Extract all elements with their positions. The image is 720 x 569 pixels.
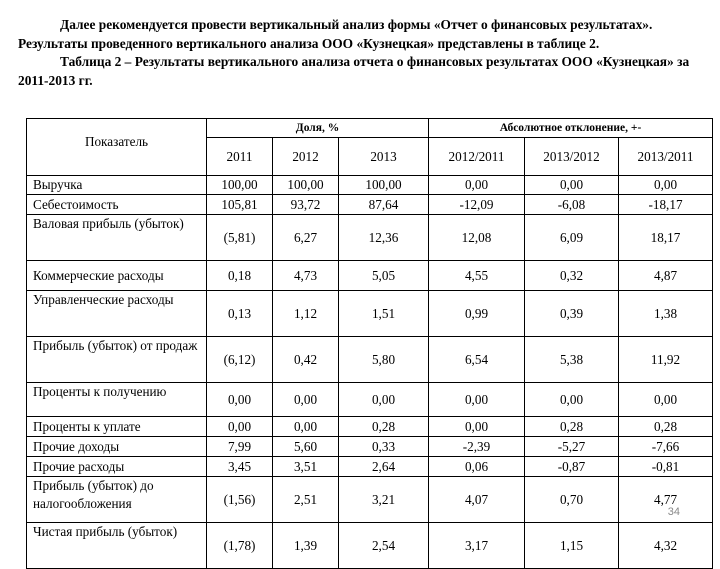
table-caption: Таблица 2 – Результаты вертикального анализа отчета о финансовых результатах ООО «Кузнецкая» за 2011-2013 гг.: [18, 54, 690, 88]
row-value: 4,73: [273, 261, 339, 291]
year-header: 2011: [207, 138, 273, 176]
row-value: 4,07: [429, 477, 525, 523]
row-value: 0,00: [525, 383, 619, 417]
row-value: 6,54: [429, 337, 525, 383]
table-row: [27, 437, 713, 457]
row-value: 4,32: [619, 523, 713, 569]
row-value: 4,87: [619, 261, 713, 291]
year-header: 2012/2011: [429, 138, 525, 176]
row-label: Прочие доходы: [27, 437, 207, 457]
row-label: Себестоимость: [27, 195, 207, 215]
row-value: 0,00: [429, 383, 525, 417]
row-value: 0,06: [429, 457, 525, 477]
row-value: 1,39: [273, 523, 339, 569]
row-value: 1,38: [619, 291, 713, 337]
row-value: 105,81: [207, 195, 273, 215]
table-row: [27, 417, 713, 437]
table-row: [27, 457, 713, 477]
row-value: 100,00: [339, 176, 429, 195]
row-value: -12,09: [429, 195, 525, 215]
row-value: 0,13: [207, 291, 273, 337]
header-share: Доля, %: [207, 119, 429, 138]
row-value: 3,17: [429, 523, 525, 569]
row-value: 1,15: [525, 523, 619, 569]
row-value: 12,36: [339, 215, 429, 261]
row-value: 11,92: [619, 337, 713, 383]
row-value: 0,00: [619, 383, 713, 417]
table-row: [27, 383, 713, 417]
table-row: [27, 337, 713, 383]
year-header: 2012: [273, 138, 339, 176]
intro-text: [18, 16, 708, 90]
row-value: 5,38: [525, 337, 619, 383]
row-value: 0,00: [207, 417, 273, 437]
row-value: 0,00: [429, 176, 525, 195]
row-label: Чистая прибыль (убыток): [27, 523, 207, 569]
row-value: -0,87: [525, 457, 619, 477]
row-value: 5,05: [339, 261, 429, 291]
vertical-analysis-table: [26, 118, 713, 569]
row-value: 0,70: [525, 477, 619, 523]
header-indicator: Показатель: [27, 119, 207, 176]
row-value: 0,00: [273, 417, 339, 437]
row-value: -7,66: [619, 437, 713, 457]
row-value: 0,00: [525, 176, 619, 195]
row-value: 0,28: [619, 417, 713, 437]
row-value: 12,08: [429, 215, 525, 261]
row-value: 0,28: [525, 417, 619, 437]
row-value: -18,17: [619, 195, 713, 215]
row-value: 0,39: [525, 291, 619, 337]
row-value: 6,27: [273, 215, 339, 261]
row-value: (1,78): [207, 523, 273, 569]
year-header: 2013/2011: [619, 138, 713, 176]
row-value: 2,64: [339, 457, 429, 477]
row-label: Управленческие расходы: [27, 291, 207, 337]
row-label: Валовая прибыль (убыток): [27, 215, 207, 261]
table-row: [27, 477, 713, 523]
row-value: 0,18: [207, 261, 273, 291]
row-value: 0,00: [429, 417, 525, 437]
row-label: Проценты к получению: [27, 383, 207, 417]
row-value: 4,55: [429, 261, 525, 291]
year-header: 2013/2012: [525, 138, 619, 176]
row-value: -0,81: [619, 457, 713, 477]
header-abs-deviation: Абсолютное отклонение, +-: [429, 119, 713, 138]
row-value: 2,54: [339, 523, 429, 569]
row-value: 100,00: [207, 176, 273, 195]
row-value: 100,00: [273, 176, 339, 195]
row-value: 0,00: [273, 383, 339, 417]
row-value: 6,09: [525, 215, 619, 261]
table-row: [27, 523, 713, 569]
table-row: [27, 215, 713, 261]
row-value: (1,56): [207, 477, 273, 523]
row-value: 3,51: [273, 457, 339, 477]
row-value: 7,99: [207, 437, 273, 457]
row-value: 1,12: [273, 291, 339, 337]
row-label: Прибыль (убыток) от продаж: [27, 337, 207, 383]
intro-paragraph: Далее рекомендуется провести вертикальный анализ формы «Отчет о финансовых результатах». Результаты проведенного вертикального анализа ООО «Кузнецкая» представлены в таблице 2.: [18, 17, 653, 51]
row-label: Коммерческие расходы: [27, 261, 207, 291]
row-value: 0,00: [339, 383, 429, 417]
row-value: 4,77: [619, 477, 713, 523]
row-value: -5,27: [525, 437, 619, 457]
row-value: 3,45: [207, 457, 273, 477]
table-row: [27, 176, 713, 195]
row-value: 18,17: [619, 215, 713, 261]
page-number: 34: [667, 506, 680, 518]
row-value: 0,42: [273, 337, 339, 383]
row-label: Прибыль (убыток) до налогообложения: [27, 477, 207, 523]
row-value: 1,51: [339, 291, 429, 337]
row-value: 87,64: [339, 195, 429, 215]
row-value: 0,00: [619, 176, 713, 195]
row-value: 0,99: [429, 291, 525, 337]
row-value: (5,81): [207, 215, 273, 261]
row-value: 3,21: [339, 477, 429, 523]
row-value: 0,32: [525, 261, 619, 291]
row-value: -2,39: [429, 437, 525, 457]
row-value: 5,80: [339, 337, 429, 383]
row-value: 0,00: [207, 383, 273, 417]
row-value: 0,33: [339, 437, 429, 457]
table-row: [27, 261, 713, 291]
row-label: Проценты к уплате: [27, 417, 207, 437]
year-header: 2013: [339, 138, 429, 176]
row-label: Выручка: [27, 176, 207, 195]
row-value: 93,72: [273, 195, 339, 215]
row-value: 5,60: [273, 437, 339, 457]
row-value: 0,28: [339, 417, 429, 437]
row-value: -6,08: [525, 195, 619, 215]
table-row: [27, 195, 713, 215]
row-label: Прочие расходы: [27, 457, 207, 477]
row-value: 2,51: [273, 477, 339, 523]
table-row: [27, 291, 713, 337]
row-value: (6,12): [207, 337, 273, 383]
